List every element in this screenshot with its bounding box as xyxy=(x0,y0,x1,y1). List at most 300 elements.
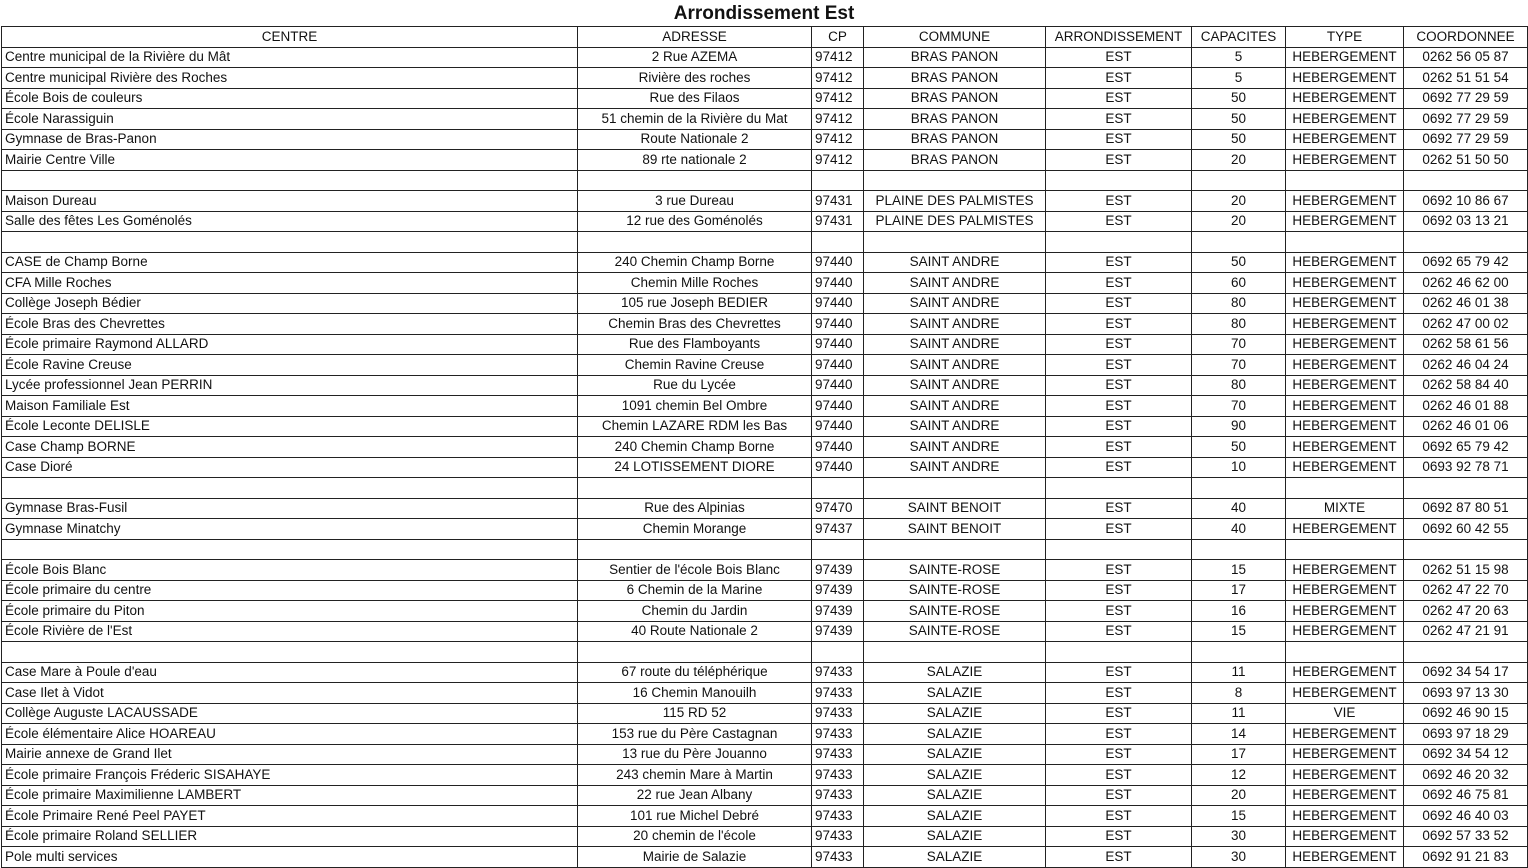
cell-capacites: 17 xyxy=(1192,580,1286,601)
cell-arrondissement: EST xyxy=(1046,847,1192,868)
cell-adresse: Sentier de l'école Bois Blanc xyxy=(578,560,812,581)
cell-adresse: 153 rue du Père Castagnan xyxy=(578,724,812,745)
cell-type: HEBERGEMENT xyxy=(1286,129,1404,150)
cell-coordonnee: 0692 87 80 51 xyxy=(1404,498,1528,519)
cell-coordonnee: 0262 56 05 87 xyxy=(1404,47,1528,68)
table-row xyxy=(2,109,1528,130)
cell-centre: Pole multi services xyxy=(2,847,578,868)
cell-arrondissement: EST xyxy=(1046,150,1192,171)
cell-cp: 97470 xyxy=(812,498,864,519)
cell-commune: BRAS PANON xyxy=(864,47,1046,68)
cell-cp: 97439 xyxy=(812,621,864,642)
table-row xyxy=(2,314,1528,335)
cell-coordonnee: 0262 51 51 54 xyxy=(1404,68,1528,89)
cell-adresse: 6 Chemin de la Marine xyxy=(578,580,812,601)
cell-coordonnee: 0692 46 20 32 xyxy=(1404,765,1528,786)
cell-coordonnee: 0693 92 78 71 xyxy=(1404,457,1528,478)
cell-capacites: 30 xyxy=(1192,847,1286,868)
cell-commune xyxy=(864,478,1046,499)
cell-centre: Maison Dureau xyxy=(2,191,578,212)
cell-coordonnee: 0262 46 01 38 xyxy=(1404,293,1528,314)
cell-capacites: 80 xyxy=(1192,375,1286,396)
cell-coordonnee: 0262 51 15 98 xyxy=(1404,560,1528,581)
table-row xyxy=(2,683,1528,704)
table-row xyxy=(2,211,1528,232)
cell-type: HEBERGEMENT xyxy=(1286,826,1404,847)
cell-cp: 97440 xyxy=(812,416,864,437)
cell-commune: SAINT ANDRE xyxy=(864,457,1046,478)
table-row xyxy=(2,847,1528,868)
cell-capacites: 60 xyxy=(1192,273,1286,294)
cell-capacites xyxy=(1192,478,1286,499)
cell-adresse xyxy=(578,642,812,663)
cell-centre: Gymnase Bras-Fusil xyxy=(2,498,578,519)
cell-arrondissement: EST xyxy=(1046,703,1192,724)
cell-centre: Case Champ BORNE xyxy=(2,437,578,458)
cell-adresse: 40 Route Nationale 2 xyxy=(578,621,812,642)
cell-centre: Lycée professionnel Jean PERRIN xyxy=(2,375,578,396)
cell-capacites: 8 xyxy=(1192,683,1286,704)
cell-capacites: 70 xyxy=(1192,334,1286,355)
table-row xyxy=(2,68,1528,89)
table-row xyxy=(2,478,1528,499)
cell-cp xyxy=(812,539,864,560)
cell-type: HEBERGEMENT xyxy=(1286,355,1404,376)
cell-cp: 97439 xyxy=(812,580,864,601)
cell-cp: 97412 xyxy=(812,150,864,171)
cell-capacites: 15 xyxy=(1192,621,1286,642)
cell-capacites: 17 xyxy=(1192,744,1286,765)
cell-adresse: 101 rue Michel Debré xyxy=(578,806,812,827)
cell-coordonnee: 0693 97 13 30 xyxy=(1404,683,1528,704)
cell-coordonnee: 0692 57 33 52 xyxy=(1404,826,1528,847)
cell-coordonnee: 0262 47 20 63 xyxy=(1404,601,1528,622)
cell-cp: 97440 xyxy=(812,437,864,458)
cell-adresse: Rue du Lycée xyxy=(578,375,812,396)
cell-centre: Gymnase Minatchy xyxy=(2,519,578,540)
cell-adresse: 24 LOTISSEMENT DIORE xyxy=(578,457,812,478)
cell-type: HEBERGEMENT xyxy=(1286,601,1404,622)
cell-type: HEBERGEMENT xyxy=(1286,68,1404,89)
cell-coordonnee xyxy=(1404,232,1528,253)
cell-centre: École primaire du centre xyxy=(2,580,578,601)
table-row xyxy=(2,334,1528,355)
cell-centre: Mairie annexe de Grand Ilet xyxy=(2,744,578,765)
cell-cp: 97440 xyxy=(812,273,864,294)
cell-cp: 97440 xyxy=(812,293,864,314)
cell-centre xyxy=(2,478,578,499)
cell-cp xyxy=(812,642,864,663)
cell-commune xyxy=(864,170,1046,191)
cell-type: HEBERGEMENT xyxy=(1286,334,1404,355)
cell-arrondissement: EST xyxy=(1046,621,1192,642)
cell-adresse: 22 rue Jean Albany xyxy=(578,785,812,806)
cell-commune: SALAZIE xyxy=(864,724,1046,745)
cell-commune: BRAS PANON xyxy=(864,109,1046,130)
cell-coordonnee: 0262 47 00 02 xyxy=(1404,314,1528,335)
col-header-commune: COMMUNE xyxy=(864,27,1046,48)
cell-centre: École primaire François Fréderic SISAHAYE xyxy=(2,765,578,786)
col-header-adresse: ADRESSE xyxy=(578,27,812,48)
cell-capacites: 16 xyxy=(1192,601,1286,622)
cell-adresse: 115 RD 52 xyxy=(578,703,812,724)
cell-commune: SAINT BENOIT xyxy=(864,519,1046,540)
cell-type: HEBERGEMENT xyxy=(1286,211,1404,232)
cell-type xyxy=(1286,539,1404,560)
table-row xyxy=(2,252,1528,273)
cell-coordonnee: 0692 34 54 17 xyxy=(1404,662,1528,683)
cell-capacites xyxy=(1192,539,1286,560)
cell-commune: PLAINE DES PALMISTES xyxy=(864,191,1046,212)
cell-adresse: 240 Chemin Champ Borne xyxy=(578,437,812,458)
cell-commune: SAINTE-ROSE xyxy=(864,580,1046,601)
cell-cp: 97440 xyxy=(812,396,864,417)
cell-cp: 97412 xyxy=(812,109,864,130)
header-row xyxy=(2,27,1528,48)
cell-arrondissement: EST xyxy=(1046,396,1192,417)
cell-coordonnee: 0692 77 29 59 xyxy=(1404,129,1528,150)
cell-capacites xyxy=(1192,170,1286,191)
table-row xyxy=(2,601,1528,622)
cell-coordonnee: 0692 77 29 59 xyxy=(1404,109,1528,130)
cell-adresse: 51 chemin de la Rivière du Mat xyxy=(578,109,812,130)
table-row xyxy=(2,293,1528,314)
cell-commune: SALAZIE xyxy=(864,662,1046,683)
cell-adresse: Chemin Bras des Chevrettes xyxy=(578,314,812,335)
cell-type: MIXTE xyxy=(1286,498,1404,519)
cell-adresse xyxy=(578,232,812,253)
cell-type: HEBERGEMENT xyxy=(1286,724,1404,745)
cell-type: HEBERGEMENT xyxy=(1286,437,1404,458)
table-row xyxy=(2,355,1528,376)
cell-cp: 97433 xyxy=(812,744,864,765)
cell-arrondissement: EST xyxy=(1046,191,1192,212)
table-row xyxy=(2,642,1528,663)
cell-capacites: 40 xyxy=(1192,519,1286,540)
cell-capacites: 15 xyxy=(1192,806,1286,827)
cell-coordonnee: 0692 91 21 83 xyxy=(1404,847,1528,868)
cell-centre: Case Ilet à Vidot xyxy=(2,683,578,704)
cell-capacites: 5 xyxy=(1192,68,1286,89)
cell-centre: École Ravine Creuse xyxy=(2,355,578,376)
cell-type: HEBERGEMENT xyxy=(1286,47,1404,68)
cell-arrondissement: EST xyxy=(1046,416,1192,437)
cell-type: HEBERGEMENT xyxy=(1286,457,1404,478)
cell-centre: Centre municipal de la Rivière du Mât xyxy=(2,47,578,68)
cell-cp: 97433 xyxy=(812,806,864,827)
cell-coordonnee: 0262 46 62 00 xyxy=(1404,273,1528,294)
cell-arrondissement: EST xyxy=(1046,580,1192,601)
cell-adresse: Rivière des roches xyxy=(578,68,812,89)
cell-adresse: 105 rue Joseph BEDIER xyxy=(578,293,812,314)
cell-arrondissement xyxy=(1046,478,1192,499)
cell-commune: BRAS PANON xyxy=(864,68,1046,89)
cell-type: HEBERGEMENT xyxy=(1286,109,1404,130)
cell-commune: SAINT BENOIT xyxy=(864,498,1046,519)
cell-adresse: 12 rue des Goménolés xyxy=(578,211,812,232)
cell-cp xyxy=(812,232,864,253)
cell-arrondissement: EST xyxy=(1046,560,1192,581)
cell-commune: SAINT ANDRE xyxy=(864,375,1046,396)
cell-centre: CFA Mille Roches xyxy=(2,273,578,294)
cell-commune: SALAZIE xyxy=(864,806,1046,827)
cell-commune: BRAS PANON xyxy=(864,129,1046,150)
table-row xyxy=(2,662,1528,683)
cell-type: HEBERGEMENT xyxy=(1286,314,1404,335)
cell-adresse: Chemin du Jardin xyxy=(578,601,812,622)
cell-arrondissement xyxy=(1046,170,1192,191)
cell-centre: École Bois Blanc xyxy=(2,560,578,581)
table-row xyxy=(2,273,1528,294)
cell-commune: SAINTE-ROSE xyxy=(864,560,1046,581)
cell-coordonnee: 0692 46 90 15 xyxy=(1404,703,1528,724)
cell-arrondissement: EST xyxy=(1046,273,1192,294)
cell-adresse: 67 route du téléphérique xyxy=(578,662,812,683)
cell-coordonnee: 0692 46 40 03 xyxy=(1404,806,1528,827)
cell-capacites: 50 xyxy=(1192,437,1286,458)
cell-capacites: 50 xyxy=(1192,88,1286,109)
cell-arrondissement: EST xyxy=(1046,498,1192,519)
cell-adresse: 89 rte nationale 2 xyxy=(578,150,812,171)
cell-capacites: 14 xyxy=(1192,724,1286,745)
table-row xyxy=(2,437,1528,458)
cell-coordonnee: 0692 10 86 67 xyxy=(1404,191,1528,212)
cell-cp xyxy=(812,478,864,499)
cell-type: HEBERGEMENT xyxy=(1286,621,1404,642)
cell-centre: École Primaire René Peel PAYET xyxy=(2,806,578,827)
cell-type: HEBERGEMENT xyxy=(1286,88,1404,109)
cell-cp: 97439 xyxy=(812,601,864,622)
cell-arrondissement: EST xyxy=(1046,211,1192,232)
cell-commune xyxy=(864,232,1046,253)
cell-coordonnee xyxy=(1404,642,1528,663)
cell-adresse: 3 rue Dureau xyxy=(578,191,812,212)
cell-capacites xyxy=(1192,642,1286,663)
cell-capacites: 30 xyxy=(1192,826,1286,847)
cell-type: HEBERGEMENT xyxy=(1286,519,1404,540)
cell-cp: 97433 xyxy=(812,703,864,724)
cell-arrondissement: EST xyxy=(1046,375,1192,396)
cell-centre: Case Dioré xyxy=(2,457,578,478)
cell-commune: SAINT ANDRE xyxy=(864,416,1046,437)
cell-capacites: 50 xyxy=(1192,252,1286,273)
cell-commune: SAINT ANDRE xyxy=(864,355,1046,376)
cell-arrondissement: EST xyxy=(1046,437,1192,458)
table-row xyxy=(2,744,1528,765)
cell-commune xyxy=(864,539,1046,560)
cell-capacites: 10 xyxy=(1192,457,1286,478)
cell-centre: Centre municipal Rivière des Roches xyxy=(2,68,578,89)
table-row xyxy=(2,47,1528,68)
cell-coordonnee: 0262 46 04 24 xyxy=(1404,355,1528,376)
cell-centre: CASE de Champ Borne xyxy=(2,252,578,273)
cell-adresse: 243 chemin Mare à Martin xyxy=(578,765,812,786)
cell-arrondissement: EST xyxy=(1046,252,1192,273)
cell-arrondissement xyxy=(1046,539,1192,560)
cell-centre: École primaire Roland SELLIER xyxy=(2,826,578,847)
cell-adresse: Route Nationale 2 xyxy=(578,129,812,150)
cell-centre: Collège Auguste LACAUSSADE xyxy=(2,703,578,724)
cell-adresse xyxy=(578,539,812,560)
cell-cp: 97412 xyxy=(812,129,864,150)
table-row xyxy=(2,129,1528,150)
cell-coordonnee: 0692 77 29 59 xyxy=(1404,88,1528,109)
table-row xyxy=(2,724,1528,745)
cell-capacites: 50 xyxy=(1192,129,1286,150)
cell-commune: SAINTE-ROSE xyxy=(864,621,1046,642)
cell-arrondissement: EST xyxy=(1046,109,1192,130)
cell-cp: 97433 xyxy=(812,785,864,806)
cell-cp: 97412 xyxy=(812,88,864,109)
cell-arrondissement: EST xyxy=(1046,744,1192,765)
cell-cp: 97433 xyxy=(812,683,864,704)
cell-capacites: 80 xyxy=(1192,314,1286,335)
col-header-cp: CP xyxy=(812,27,864,48)
cell-coordonnee: 0262 58 61 56 xyxy=(1404,334,1528,355)
cell-coordonnee xyxy=(1404,478,1528,499)
cell-cp: 97412 xyxy=(812,68,864,89)
col-header-arrondissement: ARRONDISSEMENT xyxy=(1046,27,1192,48)
cell-centre: École élémentaire Alice HOAREAU xyxy=(2,724,578,745)
cell-commune: SAINT ANDRE xyxy=(864,396,1046,417)
cell-centre: École Rivière de l'Est xyxy=(2,621,578,642)
cell-arrondissement: EST xyxy=(1046,806,1192,827)
cell-type: VIE xyxy=(1286,703,1404,724)
cell-coordonnee: 0262 51 50 50 xyxy=(1404,150,1528,171)
centres-table xyxy=(1,26,1528,868)
col-header-type: TYPE xyxy=(1286,27,1404,48)
cell-commune: SALAZIE xyxy=(864,826,1046,847)
cell-capacites: 90 xyxy=(1192,416,1286,437)
cell-type: HEBERGEMENT xyxy=(1286,662,1404,683)
cell-centre: École Leconte DELISLE xyxy=(2,416,578,437)
cell-commune: SALAZIE xyxy=(864,847,1046,868)
table-row xyxy=(2,375,1528,396)
cell-adresse: Rue des Filaos xyxy=(578,88,812,109)
cell-coordonnee: 0692 03 13 21 xyxy=(1404,211,1528,232)
table-row xyxy=(2,498,1528,519)
cell-adresse xyxy=(578,478,812,499)
cell-type: HEBERGEMENT xyxy=(1286,396,1404,417)
cell-commune: SAINT ANDRE xyxy=(864,314,1046,335)
cell-capacites: 20 xyxy=(1192,211,1286,232)
cell-adresse: Rue des Alpinias xyxy=(578,498,812,519)
cell-centre: Mairie Centre Ville xyxy=(2,150,578,171)
cell-adresse: Rue des Flamboyants xyxy=(578,334,812,355)
cell-type xyxy=(1286,642,1404,663)
col-header-coordonnee: COORDONNEE xyxy=(1404,27,1528,48)
table-row xyxy=(2,457,1528,478)
cell-centre xyxy=(2,539,578,560)
cell-arrondissement: EST xyxy=(1046,68,1192,89)
table-row xyxy=(2,88,1528,109)
cell-centre: École primaire du Piton xyxy=(2,601,578,622)
cell-centre: École primaire Raymond ALLARD xyxy=(2,334,578,355)
cell-centre: Collège Joseph Bédier xyxy=(2,293,578,314)
cell-arrondissement: EST xyxy=(1046,88,1192,109)
cell-commune: SALAZIE xyxy=(864,683,1046,704)
cell-capacites: 70 xyxy=(1192,396,1286,417)
cell-capacites: 50 xyxy=(1192,109,1286,130)
table-row xyxy=(2,170,1528,191)
table-row xyxy=(2,191,1528,212)
cell-cp: 97440 xyxy=(812,457,864,478)
cell-capacites: 12 xyxy=(1192,765,1286,786)
cell-arrondissement: EST xyxy=(1046,129,1192,150)
cell-commune xyxy=(864,642,1046,663)
cell-arrondissement: EST xyxy=(1046,47,1192,68)
cell-type: HEBERGEMENT xyxy=(1286,293,1404,314)
cell-type: HEBERGEMENT xyxy=(1286,806,1404,827)
cell-cp: 97412 xyxy=(812,47,864,68)
cell-adresse: Chemin Morange xyxy=(578,519,812,540)
cell-capacites: 11 xyxy=(1192,662,1286,683)
cell-type xyxy=(1286,232,1404,253)
cell-type: HEBERGEMENT xyxy=(1286,273,1404,294)
cell-commune: SAINTE-ROSE xyxy=(864,601,1046,622)
cell-cp xyxy=(812,170,864,191)
cell-commune: SALAZIE xyxy=(864,785,1046,806)
cell-commune: SALAZIE xyxy=(864,765,1046,786)
cell-type: HEBERGEMENT xyxy=(1286,560,1404,581)
cell-arrondissement: EST xyxy=(1046,334,1192,355)
cell-cp: 97431 xyxy=(812,191,864,212)
cell-adresse: Chemin Mille Roches xyxy=(578,273,812,294)
cell-cp: 97433 xyxy=(812,662,864,683)
cell-centre: Gymnase de Bras-Panon xyxy=(2,129,578,150)
cell-centre xyxy=(2,642,578,663)
cell-coordonnee: 0692 65 79 42 xyxy=(1404,252,1528,273)
cell-centre: École Bras des Chevrettes xyxy=(2,314,578,335)
cell-coordonnee xyxy=(1404,539,1528,560)
table-row xyxy=(2,621,1528,642)
cell-arrondissement: EST xyxy=(1046,765,1192,786)
cell-type: HEBERGEMENT xyxy=(1286,252,1404,273)
cell-centre: Salle des fêtes Les Goménolés xyxy=(2,211,578,232)
cell-coordonnee: 0692 60 42 55 xyxy=(1404,519,1528,540)
cell-type: HEBERGEMENT xyxy=(1286,416,1404,437)
cell-arrondissement: EST xyxy=(1046,785,1192,806)
cell-arrondissement: EST xyxy=(1046,519,1192,540)
cell-coordonnee: 0692 65 79 42 xyxy=(1404,437,1528,458)
cell-coordonnee: 0262 47 22 70 xyxy=(1404,580,1528,601)
cell-arrondissement: EST xyxy=(1046,601,1192,622)
cell-coordonnee: 0693 97 18 29 xyxy=(1404,724,1528,745)
cell-centre xyxy=(2,232,578,253)
cell-cp: 97431 xyxy=(812,211,864,232)
cell-capacites xyxy=(1192,232,1286,253)
cell-commune: SAINT ANDRE xyxy=(864,334,1046,355)
table-row xyxy=(2,703,1528,724)
table-row xyxy=(2,560,1528,581)
cell-arrondissement: EST xyxy=(1046,826,1192,847)
cell-capacites: 40 xyxy=(1192,498,1286,519)
cell-type: HEBERGEMENT xyxy=(1286,785,1404,806)
cell-coordonnee: 0262 58 84 40 xyxy=(1404,375,1528,396)
table-row xyxy=(2,539,1528,560)
cell-centre: École Narassiguin xyxy=(2,109,578,130)
cell-commune: SAINT ANDRE xyxy=(864,437,1046,458)
cell-commune: SAINT ANDRE xyxy=(864,252,1046,273)
cell-arrondissement: EST xyxy=(1046,457,1192,478)
cell-cp: 97439 xyxy=(812,560,864,581)
cell-centre: Maison Familiale Est xyxy=(2,396,578,417)
table-row xyxy=(2,232,1528,253)
cell-capacites: 15 xyxy=(1192,560,1286,581)
cell-commune: SAINT ANDRE xyxy=(864,293,1046,314)
table-row xyxy=(2,765,1528,786)
cell-coordonnee: 0262 46 01 88 xyxy=(1404,396,1528,417)
